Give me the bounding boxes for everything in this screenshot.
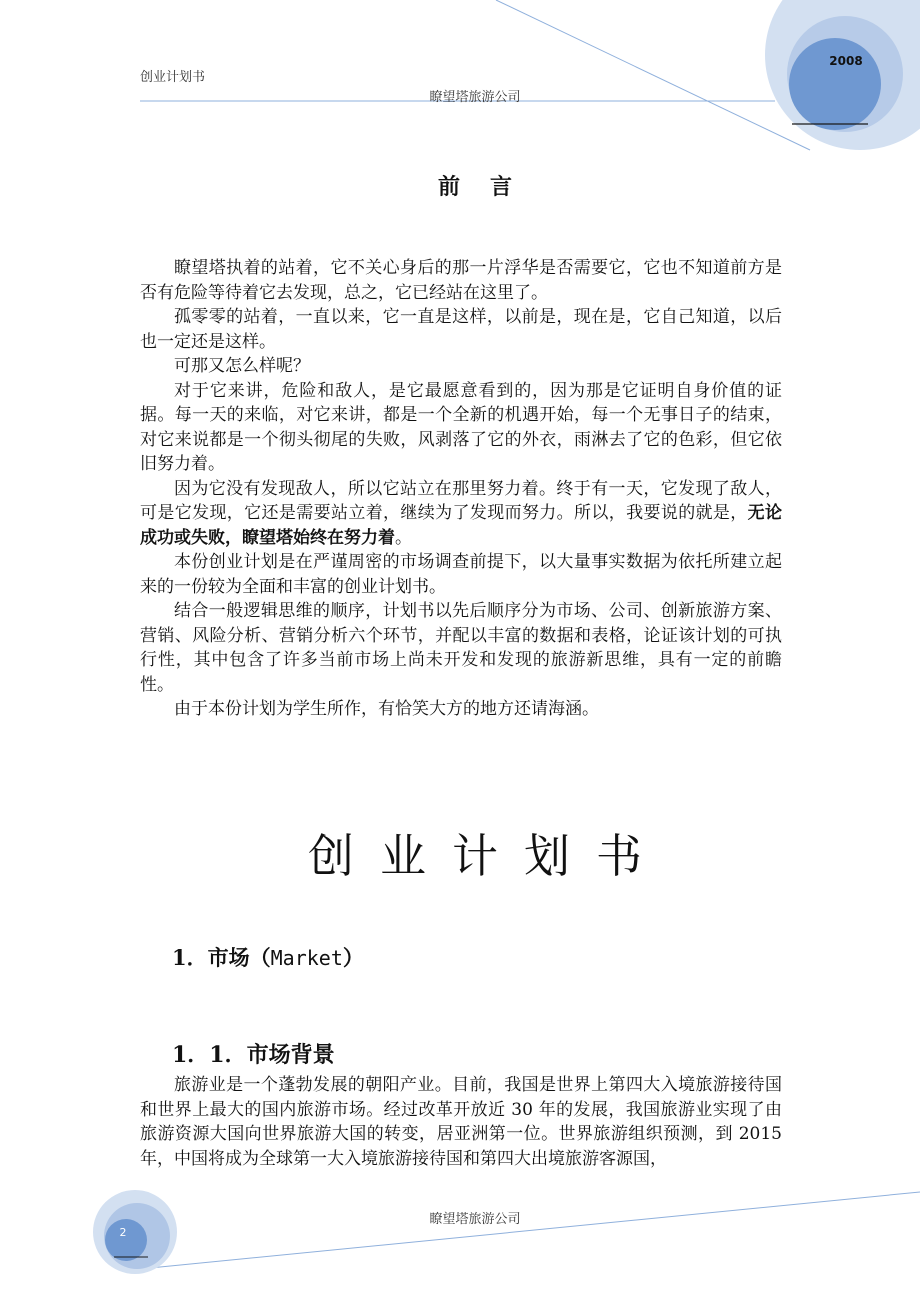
market-background-paragraph: 旅游业是一个蓬勃发展的朝阳产业。目前，我国是世界上第四大入境旅游接待国和世界上最大的国内旅游市场。经过改革开放近 30 年的发展，我国旅游业实现了由旅游资源大国向世界旅游大国的转变，居亚洲第一位。世界旅游组织预测，到 2015 年，中国将成为全球第一大入境旅游接待国和第四大出境旅游客源国， — [140, 1075, 782, 1169]
preface-paragraph: 结合一般逻辑思维的顺序，计划书以先后顺序分为市场、公司、创新旅游方案、营销、风险分析、营销分析六个环节，并配以丰富的数据和表格，论证该计划的可执行性，其中包含了许多当前市场上尚未开发和发现的旅游新思维，具有一定的前瞻性。 — [140, 601, 782, 695]
preface-paragraph: 由于本份计划为学生所作，有恰笑大方的地方还请海涵。 — [174, 699, 599, 719]
footer-diagonal-line — [150, 1192, 920, 1268]
header-company-name: 瞭望塔旅游公司 — [429, 90, 521, 105]
section-heading-market — [172, 942, 364, 972]
section-title-english: Market — [270, 946, 343, 970]
header-circle-inner — [789, 38, 881, 130]
header-doc-title: 创业计划书 — [140, 70, 206, 85]
preface-emphasis: 无论成功或失败，瞭望塔始终在努力着 — [140, 503, 783, 548]
preface-paragraph: 瞭望塔执着的站着，它不关心身后的那一片浮华是否需要它，它也不知道前方是否有危险等待着它去发现，总之，它已经站在这里了。 — [140, 258, 782, 303]
market-background-body — [140, 1073, 782, 1171]
preface-paragraph: 本份创业计划是在严谨周密的市场调查前提下，以大量事实数据为依托所建立起来的一份较为全面和丰富的创业计划书。 — [140, 552, 782, 597]
subsection-title: 市场背景 — [246, 1042, 335, 1068]
preface-paragraph-text: 因为它没有发现敌人，所以它站立在那里努力着。终于有一天，它发现了敌人，可是它发现，它还是需要站立着，继续为了发现而努力。所以，我要说的就是， — [140, 478, 782, 523]
preface-paragraph: 孤零零的站着，一直以来，它一直是这样，以前是，现在是，它自己知道，以后也一定还是这样。 — [140, 307, 782, 352]
header-year: 2008 — [829, 54, 863, 68]
preface-paragraph — [140, 477, 782, 551]
section-title: 市场（ — [207, 945, 271, 970]
header-diagonal-line — [496, 0, 810, 150]
preface-paragraph-tail: 。 — [395, 527, 412, 548]
section-title-close: ） — [342, 945, 364, 970]
preface-paragraph: 对于它来讲，危险和敌人，是它最愿意看到的，因为那是它证明自身价值的证据。每一天的来临，对它来讲，都是一个全新的机遇开始，每一个无事日子的结束，对它来说都是一个彻头彻尾的失败，风剥落了它的外衣，雨淋去了它的色彩，但它依旧努力着。 — [140, 380, 782, 474]
preface-paragraph: 可那又怎么样呢？ — [174, 356, 310, 376]
preface-body — [140, 256, 782, 722]
main-title: 创业计划书 — [308, 829, 668, 883]
preface-title: 前言 — [437, 174, 542, 200]
subsection-heading-market-background — [172, 1038, 335, 1069]
subsection-number: 1．1． — [172, 1042, 247, 1068]
page-number: 2 — [119, 1226, 127, 1239]
footer-company-name: 瞭望塔旅游公司 — [429, 1212, 521, 1227]
section-number: 1． — [172, 945, 208, 970]
